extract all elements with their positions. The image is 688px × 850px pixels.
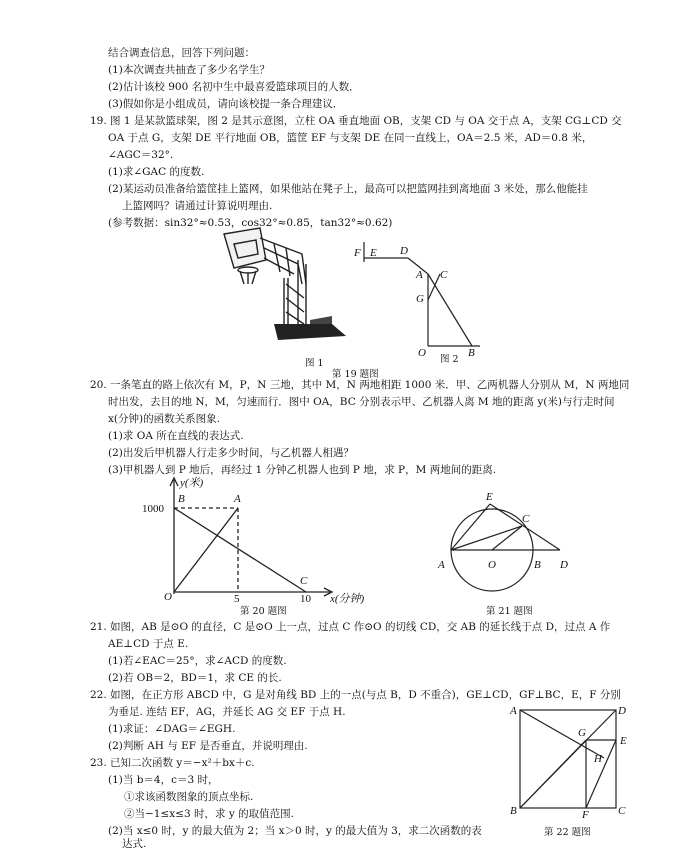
fig21-label-A: A <box>438 559 445 571</box>
intro-line: 结合调查信息，回答下列问题： <box>108 47 255 59</box>
fig20-x-tick-10: 10 <box>300 593 311 604</box>
q19-part2: (2)某运动员准备给篮筐挂上篮网，如果他站在凳子上，最高可以把篮网挂到离地面 3 米处，那么他能挂 <box>108 183 588 195</box>
q22-line2: 为垂足. 连结 EF，AG，并延长 AG 交 EF 于点 H. <box>108 706 346 718</box>
q22-line1: 22. 如图，在正方形 ABCD 中，G 是对角线 BD 上的一点(与点 B，D 不重合)，GE⊥CD，GF⊥BC，E，F 分别 <box>90 689 621 701</box>
fig20-x-tick-5: 5 <box>234 593 240 604</box>
q22-part1: (1)求证：∠DAG＝∠EGH. <box>108 723 236 735</box>
fig21-label-B: B <box>534 559 541 571</box>
q21-caption: 第 21 题图 <box>486 606 533 617</box>
q21-line2: AE⊥CD 于点 E. <box>108 638 189 650</box>
q19-line1: 19. 图 1 是某款篮球架，图 2 是其示意图，立柱 OA 垂直地面 OB，支架 CD 与 OA 交于点 A，支架 CG⊥CD 交 <box>90 115 622 127</box>
fig22-square-figure <box>506 700 636 820</box>
q21-part2: (2)若 OB＝2，BD＝1，求 CE 的长. <box>108 672 282 684</box>
q19-line2: OA 于点 G，支架 DE 平行地面 OB，篮筐 EF 与支架 DE 在同一直线上，OA＝2.5 米，AD＝0.8 米， <box>108 132 593 144</box>
q19-part1: (1)求∠GAC 的度数. <box>108 166 205 178</box>
q23-line1: 23. 已知二次函数 y＝−x²＋bx＋c. <box>90 757 255 769</box>
q23-part2: (2)当 x≤0 时，y 的最大值为 2；当 x＞0 时，y 的最大值为 3，求二次函数的表 <box>108 825 482 837</box>
fig22-label-H: H <box>594 753 602 765</box>
q20-line1: 20. 一条笔直的路上依次有 M，P，N 三地，其中 M，N 两地相距 1000 米．甲、乙两机器人分别从 M，N 两地同 <box>90 379 630 391</box>
fig21-label-D: D <box>560 559 568 571</box>
q19-line3: ∠AGC＝32°. <box>108 149 174 161</box>
q18-part1: (1)本次调查共抽查了多少名学生？ <box>108 64 270 76</box>
q22-caption: 第 22 题图 <box>544 827 591 838</box>
fig22-label-F: F <box>582 809 589 820</box>
fig19-schematic <box>340 236 500 366</box>
q20-part3: (3)甲机器人到 P 地后，再经过 1 分钟乙机器人也到 P 地，求 P，M 两地间的距离. <box>108 464 497 476</box>
fig2-label-D: D <box>400 245 408 257</box>
fig20-x-label: x(分钟) <box>330 593 365 604</box>
fig22-label-A: A <box>510 705 517 717</box>
fig20-origin: O <box>164 591 172 603</box>
q18-part3: (3)假如你是小组成员，请向该校提一条合理建议． <box>108 98 344 110</box>
fig2-label-F: F <box>354 247 361 259</box>
fig22-label-D: D <box>618 705 626 717</box>
q19-reference: (参考数据：sin32°≈0.53，cos32°≈0.85，tan32°≈0.62) <box>108 217 393 229</box>
fig20-y-label: y(米) <box>180 477 204 489</box>
q23-part1-sub1: ①求该函数图象的顶点坐标. <box>124 791 254 803</box>
q20-caption: 第 20 题图 <box>240 606 287 617</box>
fig21-circle-figure <box>430 488 580 600</box>
fig20-point-C: C <box>300 575 308 587</box>
fig20-y-tick-1000: 1000 <box>142 503 164 515</box>
fig2-label-E: E <box>370 247 377 259</box>
q19-part2-cont: 上篮网吗？请通过计算说明理由. <box>122 200 273 212</box>
q21-part1: (1)若∠EAC＝25°，求∠ACD 的度数. <box>108 655 287 667</box>
fig2-caption: 图 2 <box>440 354 459 365</box>
fig22-label-E: E <box>620 735 627 747</box>
fig22-label-C: C <box>618 805 626 817</box>
q20-line2: 时出发，去目的地 N，M，匀速而行．图中 OA，BC 分别表示甲、乙机器人离 M 地的距离 y(米)与行走时间 <box>108 396 615 408</box>
fig20-point-B: B <box>178 493 185 505</box>
fig22-label-B: B <box>510 805 517 817</box>
q21-line1: 21. 如图，AB 是⊙O 的直径，C 是⊙O 上一点，过点 C 作⊙O 的切线 CD，交 AB 的延长线于点 D，过点 A 作 <box>90 621 611 633</box>
q23-part1: (1)当 b＝4，c＝3 时， <box>108 774 219 786</box>
q20-line3: x(分钟)的函数关系图象. <box>108 413 220 425</box>
fig2-label-G: G <box>416 293 424 305</box>
q23-part1-sub2: ②当−1≤x≤3 时，求 y 的取值范围. <box>124 808 294 820</box>
q19-caption: 第 19 题图 <box>332 369 379 380</box>
q20-part1: (1)求 OA 所在直线的表达式. <box>108 430 244 442</box>
q18-part2: (2)估计该校 900 名初中生中最喜爱篮球项目的人数． <box>108 81 360 93</box>
fig2-label-C: C <box>440 269 448 281</box>
q23-part2-cont: 达式. <box>122 838 147 850</box>
fig2-label-A: A <box>416 269 423 281</box>
fig22-label-G: G <box>578 727 586 739</box>
fig21-label-C: C <box>522 513 530 525</box>
fig20-graph <box>140 474 380 604</box>
fig2-label-O: O <box>418 347 426 359</box>
fig21-label-O: O <box>488 559 496 571</box>
fig1-caption: 图 1 <box>305 358 324 369</box>
q22-part2: (2)判断 AH 与 EF 是否垂直，并说明理由. <box>108 740 308 752</box>
fig21-label-E: E <box>486 491 493 503</box>
fig20-point-A: A <box>234 493 241 505</box>
fig2-label-B: B <box>468 347 475 359</box>
q20-part2: (2)出发后甲机器人行走多少时间，与乙机器人相遇？ <box>108 447 354 459</box>
